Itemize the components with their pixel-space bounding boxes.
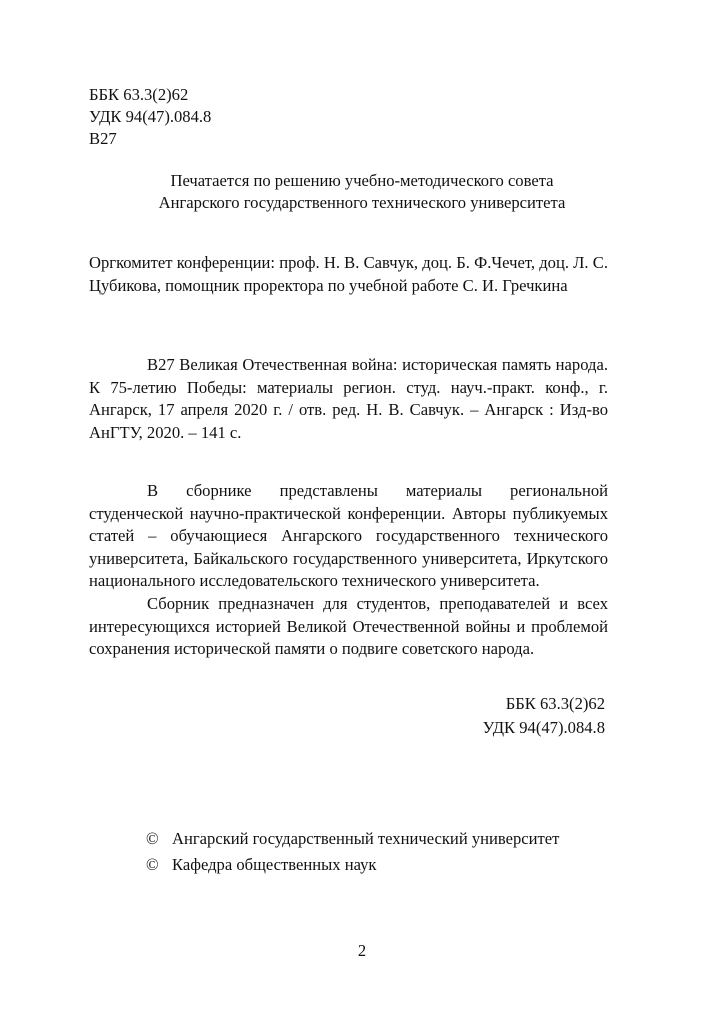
annotation-paragraph-1: В сборнике представлены материалы региональной студенческой научно-практической конференции. Авторы публикуемых статей – обучающиеся Ангарского государственного технического университета, Байкальского государственного университета, Иркутского национального исследовательского технического университета. (89, 481, 608, 591)
copyright-line-2 (146, 852, 559, 878)
classification-codes-bottom (483, 692, 605, 740)
bibliographic-record (89, 354, 608, 444)
committee-text: Оргкомитет конференции: проф. Н. В. Савчук, доц. Б. Ф.Чечет, доц. Л. С. Цубикова, помощник проректора по учебной работе С. И. Гречкина (89, 253, 608, 295)
approval-line-2: Ангарского государственного технического университета (158, 193, 566, 212)
classification-codes-top (89, 84, 211, 150)
annotation-paragraph-2: Сборник предназначен для студентов, преподавателей и всех интересующихся историей Великой Отечественной войны и проблемой сохранения исторической памяти о подвиге советского народа. (89, 593, 608, 659)
bbk-code: ББК 63.3(2)62 (89, 85, 189, 104)
publication-approval (100, 170, 624, 214)
annotation (89, 480, 608, 661)
copyright-holder-university: Ангарский государственный технический университет (172, 829, 560, 848)
approval-line-1: Печатается по решению учебно-методического совета (170, 171, 554, 190)
page-number: 2 (357, 941, 367, 960)
author-mark: В27 (89, 129, 117, 148)
copyright-holder-department: Кафедра общественных наук (172, 855, 377, 874)
bbk-code-bottom: ББК 63.3(2)62 (505, 694, 605, 713)
copyright-icon: © (146, 855, 159, 874)
udk-code: УДК 94(47).084.8 (89, 107, 212, 126)
udk-code-bottom: УДК 94(47).084.8 (482, 718, 605, 737)
copyright-line-1 (146, 826, 559, 852)
copyright-icon: © (146, 829, 159, 848)
bibliographic-text: В27 Великая Отечественная война: историческая память народа. К 75-летию Победы: материалы регион. студ. науч.-практ. конф., г. Ангарск, 17 апреля 2020 г. / отв. ред. Н. В. Савчук. – Ангарск : Изд-во АнГТУ, 2020. – 141 с. (89, 355, 608, 442)
organizing-committee (89, 252, 608, 297)
copyright-block (146, 826, 559, 878)
